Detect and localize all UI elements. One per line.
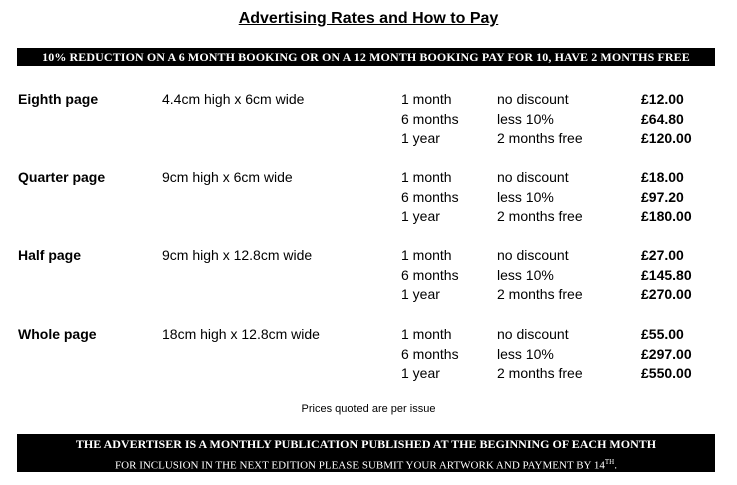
price: £270.00 [641,286,692,302]
discount: no discount [497,247,569,263]
page-title: Advertising Rates and How to Pay [238,10,499,27]
submission-text: FOR INCLUSION IN THE NEXT EDITION PLEASE SUBMIT YOUR ARTWORK AND PAYMENT BY 14 [115,459,605,472]
ad-size-label: Half page [18,247,82,263]
period: 1 month [401,91,452,107]
ad-dimensions: 18cm high x 12.8cm wide [162,326,320,342]
period: 6 months [401,110,459,127]
price: £550.00 [641,365,692,381]
submission-deadline [17,451,715,473]
ad-size-label: Quarter page [18,169,106,185]
period: 1 month [401,169,452,185]
rate-group-eighth-page [0,91,737,151]
period: 1 month [401,247,452,263]
price: £97.20 [641,188,684,205]
publication-banner [17,434,715,472]
ordinal-suffix: TH [604,458,615,466]
price: £18.00 [641,169,684,185]
prices-note: Prices quoted are per issue [301,403,436,415]
discount: less 10% [497,188,554,205]
ad-dimensions: 4.4cm high x 6cm wide [162,91,305,107]
rate-group-quarter-page [0,169,737,229]
period: 1 year [401,208,440,224]
price: £145.80 [641,266,692,283]
discount: less 10% [497,345,554,362]
period: 1 year [401,365,440,381]
discount-banner: 10% REDUCTION ON A 6 MONTH BOOKING OR ON A 12 MONTH BOOKING PAY FOR 10, HAVE 2 MONTHS FREE [17,48,715,66]
ad-size-label: Whole page [18,326,97,342]
discount: no discount [497,91,569,107]
rate-group-whole-page [0,326,737,386]
price: £27.00 [641,247,684,263]
period: 1 year [401,130,440,146]
period: 1 year [401,286,440,302]
discount: 2 months free [497,130,583,146]
period: 1 month [401,326,452,342]
ad-dimensions: 9cm high x 6cm wide [162,169,293,185]
period: 6 months [401,345,459,362]
ad-dimensions: 9cm high x 12.8cm wide [162,247,313,263]
price: £12.00 [641,91,684,107]
discount: less 10% [497,110,554,127]
period: 6 months [401,188,459,205]
price: £297.00 [641,345,692,362]
price: £180.00 [641,208,692,224]
discount: no discount [497,326,569,342]
discount: less 10% [497,266,554,283]
price: £64.80 [641,110,684,127]
rate-group-half-page [0,247,737,307]
discount: 2 months free [497,365,583,381]
ad-size-label: Eighth page [18,91,99,107]
period: 6 months [401,266,459,283]
publication-info: THE ADVERTISER IS A MONTHLY PUBLICATION PUBLISHED AT THE BEGINNING OF EACH MONTH [75,437,657,451]
discount: no discount [497,169,569,185]
discount: 2 months free [497,208,583,224]
discount: 2 months free [497,286,583,302]
price: £55.00 [641,326,684,342]
submission-end: . [614,459,617,472]
price: £120.00 [641,130,692,146]
